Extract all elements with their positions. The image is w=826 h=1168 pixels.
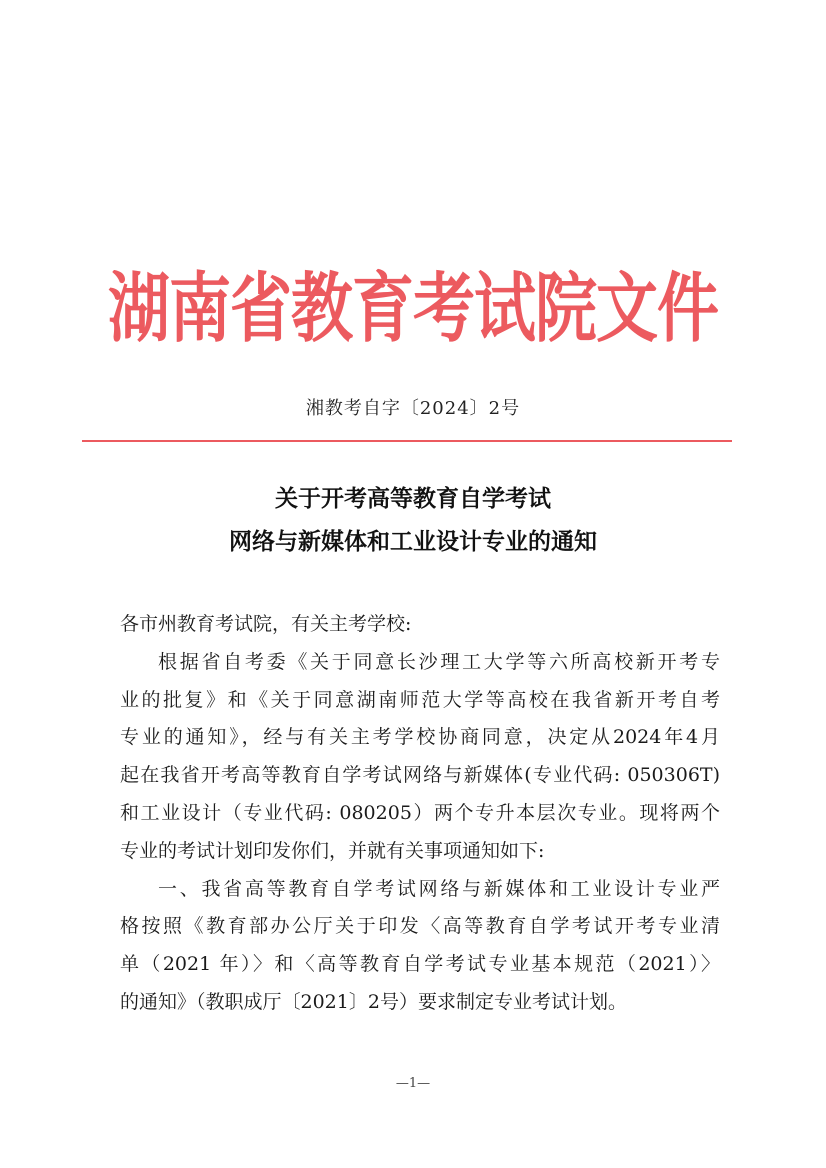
paragraph-2-line-3: 单（2021 年）〉和〈高等教育自学考试专业基本规范（2021）〉 (120, 953, 720, 976)
paragraph-1-line-3: 专业的通知》，经与有关主考学校协商同意，决定从2024年4月 (120, 726, 720, 749)
paragraph-2-line-2: 格按照《教育部办公厅关于印发〈高等教育自学考试开考专业清 (120, 915, 720, 938)
document-number: 湘教考自字〔2024〕2号 (305, 398, 521, 419)
masthead-title: 湖南省教育考试院文件 (107, 263, 718, 353)
paragraph-1-line-4: 起在我省开考高等教育自学考试网络与新媒体(专业代码: 050306T) (120, 764, 720, 787)
paragraph-1-line-5: 和工业设计（专业代码: 080205）两个专升本层次专业。现将两个 (120, 801, 720, 824)
paragraph-1-line-1: 根据省自考委《关于同意长沙理工大学等六所高校新开考专 (158, 650, 720, 673)
paragraph-2-line-1: 一、我省高等教育自学考试网络与新媒体和工业设计专业严 (158, 877, 720, 900)
red-divider-line (82, 440, 732, 442)
paragraph-2-line-4: 的通知》（教职成厅〔2021〕2号）要求制定专业考试计划。 (120, 990, 627, 1013)
addressee: 各市州教育考试院，有关主考学校: (120, 613, 412, 635)
paragraph-1-line-6: 专业的考试计划印发你们，并就有关事项通知如下: (120, 839, 545, 862)
page-number: —1— (395, 1076, 431, 1091)
notice-title-line-1: 关于开考高等教育自学考试 (275, 485, 551, 512)
paragraph-1-line-2: 业的批复》和《关于同意湖南师范大学等高校在我省新开考自考 (120, 688, 720, 711)
body-text (120, 606, 720, 1022)
notice-title-line-2: 网络与新媒体和工业设计专业的通知 (229, 528, 597, 555)
